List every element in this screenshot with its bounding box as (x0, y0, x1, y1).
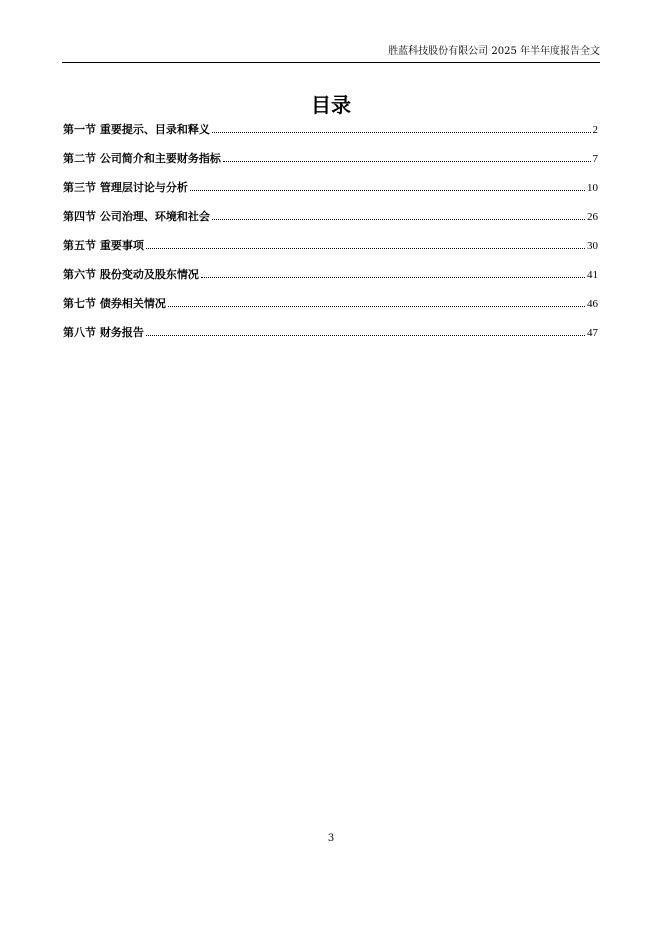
toc-title: 目录 (311, 93, 351, 117)
toc-entry-label: 第七节 债券相关情况 (63, 297, 166, 310)
toc-entry-page: 2 (592, 124, 598, 136)
toc-entry-section-1[interactable] (63, 121, 598, 150)
toc-entry-label: 第四节 公司治理、环境和社会 (63, 210, 210, 223)
toc-entry-section-2[interactable] (63, 150, 598, 179)
toc-entry-section-3[interactable] (63, 179, 598, 208)
toc-entry-section-4[interactable] (63, 208, 598, 237)
toc-entry-page: 7 (592, 153, 598, 165)
toc-dot-leader (212, 131, 591, 133)
toc-entry-label: 第二节 公司简介和主要财务指标 (63, 152, 221, 165)
page-header (62, 44, 600, 63)
page-number: 3 (327, 833, 335, 844)
toc-entry-section-5[interactable] (63, 237, 598, 266)
toc-entry-page: 41 (587, 269, 598, 281)
toc-dot-leader (212, 218, 585, 220)
toc-dot-leader (168, 305, 585, 307)
toc-entry-page: 46 (587, 298, 598, 310)
toc-dot-leader (190, 189, 585, 191)
toc-dot-leader (223, 160, 591, 162)
toc-entry-section-7[interactable] (63, 295, 598, 324)
toc-entry-section-8[interactable] (63, 324, 598, 353)
toc-entry-label: 第六节 股份变动及股东情况 (63, 268, 199, 281)
toc-entry-page: 26 (587, 211, 598, 223)
toc-entry-page: 10 (587, 182, 598, 194)
header-text: 胜蓝科技股份有限公司 2025 年半年度报告全文 (388, 46, 600, 57)
toc-entry-label: 第三节 管理层讨论与分析 (63, 181, 188, 194)
toc-entry-section-6[interactable] (63, 266, 598, 295)
toc-entry-page: 47 (587, 327, 598, 339)
toc-dot-leader (146, 247, 585, 249)
toc-dot-leader (146, 334, 585, 336)
toc-dot-leader (201, 276, 585, 278)
table-of-contents (63, 121, 598, 353)
toc-entry-label: 第一节 重要提示、目录和释义 (63, 123, 210, 136)
toc-entry-label: 第五节 重要事项 (63, 239, 144, 252)
toc-entry-label: 第八节 财务报告 (63, 326, 144, 339)
toc-entry-page: 30 (587, 240, 598, 252)
